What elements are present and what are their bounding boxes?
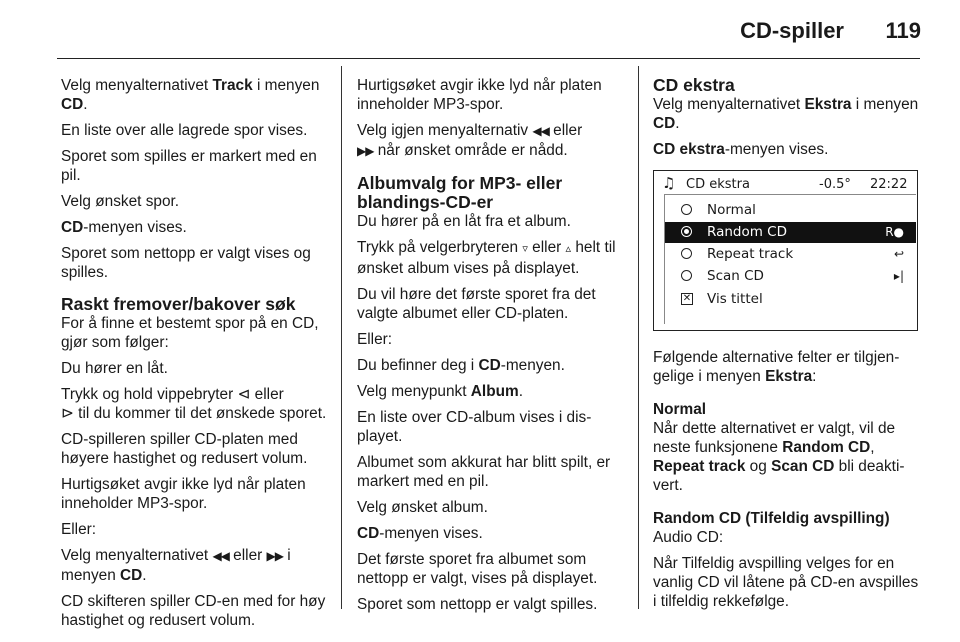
paragraph: CD-menyen vises. (357, 525, 483, 542)
section-heading: Raskt fremover/bakover søk (61, 294, 296, 314)
repeat-icon: ↩ (893, 247, 904, 261)
rewind-icon: ◀◀ (212, 549, 229, 563)
paragraph: Trykk på velgerbryteren ▿ eller ▵ helt til ønsket album vises på displayet. (357, 239, 616, 277)
paragraph: Eller: (357, 331, 393, 348)
cd-extra-screen (653, 170, 918, 331)
paragraph: Hurtigsøket avgir ikke lyd når platen inneholder MP3-spor. (357, 77, 602, 113)
paragraph: Når dette alternativet er valgt, vil de neste funksjonene Random CD, Repeat track og Scan CD bli deaktivert. (653, 420, 905, 494)
paragraph: Du vil høre det første sporet fra det valgte albumet eller CD-platen. (357, 286, 596, 322)
clock-readout: 22:22 (870, 177, 908, 192)
radio-selected-icon (681, 226, 692, 237)
radio-icon (681, 270, 692, 281)
paragraph: Du hører på en låt fra et album. (357, 213, 571, 230)
column-divider-2 (638, 66, 639, 609)
paragraph: CD ekstra-menyen vises. (653, 141, 829, 158)
paragraph: Når Tilfeldig avspilling velges for en vanlig CD vil låtene på CD-en avspilles i tilfeldig rekkefølge. (653, 555, 919, 610)
temperature-readout: -0.5° (819, 177, 851, 192)
paragraph: CD skifteren spiller CD-en med for høy hastighet og redusert volum. (61, 593, 326, 629)
menu-item-repeat-track[interactable]: Repeat track ↩ (665, 244, 916, 265)
paragraph: Sporet som nettopp er valgt spilles. (357, 596, 598, 613)
paragraph: For å finne et bestemt spor på en CD, gjør som følger: (61, 315, 319, 351)
paragraph: Hurtigsøket avgir ikke lyd når platen inneholder MP3-spor. (61, 476, 306, 512)
page-number: 119 (885, 18, 921, 43)
paragraph: Velg ønsket spor. (61, 193, 180, 210)
paragraph: En liste over CD-album vises i displayet. (357, 409, 592, 445)
paragraph: Trykk og hold vippebryter ⊲ eller ⊳ til du kommer til det ønskede sporet. (61, 386, 327, 422)
screen-header (654, 171, 917, 195)
screen-title: CD ekstra (686, 177, 750, 192)
column-2 (357, 76, 627, 621)
paragraph: Velg menyalternativet Ekstra i menyen CD. (653, 96, 919, 132)
radio-icon (681, 248, 692, 259)
column-3 (653, 76, 925, 618)
page-title: CD-spiller (740, 18, 844, 43)
menu-item-normal[interactable]: Normal (665, 200, 916, 221)
paragraph: Audio CD: (653, 529, 724, 546)
paragraph: Velg igjen menyalternativ ◀◀ eller ▶▶ når ønsket område er nådd. (357, 122, 583, 159)
menu-item-scan-cd[interactable]: Scan CD ▸| (665, 266, 916, 287)
paragraph: Du befinner deg i CD-menyen. (357, 357, 565, 374)
paragraph: Følgende alternative felter er tilgjengelige i menyen Ekstra: (653, 349, 900, 385)
paragraph: CD-spilleren spiller CD-platen med høyere hastighet og redusert volum. (61, 431, 308, 467)
paragraph: Du hører en låt. (61, 360, 168, 377)
radio-icon (681, 204, 692, 215)
random-icon: R● (885, 225, 904, 239)
section-heading: Albumvalg for MP3- eller blandings-CD-er (357, 173, 563, 212)
paragraph: Velg ønsket album. (357, 499, 488, 516)
menu-item-vis-tittel[interactable]: ✕ Vis tittel (682, 291, 763, 307)
paragraph: Albumet som akkurat har blitt spilt, er markert med en pil. (357, 454, 611, 490)
menu-item-random-cd[interactable]: Random CD R● (665, 222, 916, 243)
selector-down-icon: ▿ (522, 243, 528, 255)
scan-icon: ▸| (893, 269, 904, 283)
checkbox-crossed-icon: ✕ (682, 293, 692, 304)
section-heading: CD ekstra (653, 75, 735, 95)
column-divider-1 (341, 66, 342, 609)
subheading: Random CD (Tilfeldig avspilling) (653, 510, 890, 527)
paragraph: Sporet som spilles er markert med en pil. (61, 148, 317, 184)
paragraph: Velg menyalternativet ◀◀ eller ▶▶ i menyen CD. (61, 547, 291, 584)
rewind-icon: ◀◀ (532, 124, 549, 138)
paragraph: En liste over alle lagrede spor vises. (61, 122, 308, 139)
paragraph: Eller: (61, 521, 97, 538)
header-rule (57, 58, 920, 59)
paragraph: Det første sporet fra albumet som nettopp er valgt, vises på displayet. (357, 551, 598, 587)
rocker-left-icon: ⊲ (237, 386, 251, 403)
paragraph: Velg menyalternativet Track i menyen CD. (61, 77, 320, 113)
subheading: Normal (653, 401, 707, 418)
paragraph: Velg menypunkt Album. (357, 383, 523, 400)
page-header (0, 0, 960, 60)
fast-forward-icon: ▶▶ (266, 549, 284, 563)
paragraph: Sporet som nettopp er valgt vises og spilles. (61, 245, 311, 281)
column-1 (61, 76, 327, 637)
menu-list (664, 194, 916, 324)
paragraph: CD-menyen vises. (61, 219, 187, 236)
selector-up-icon: ▵ (565, 243, 572, 255)
rocker-right-icon: ⊳ (61, 405, 74, 422)
fast-forward-icon: ▶▶ (357, 144, 374, 158)
music-note-icon: ♫ (662, 174, 676, 192)
